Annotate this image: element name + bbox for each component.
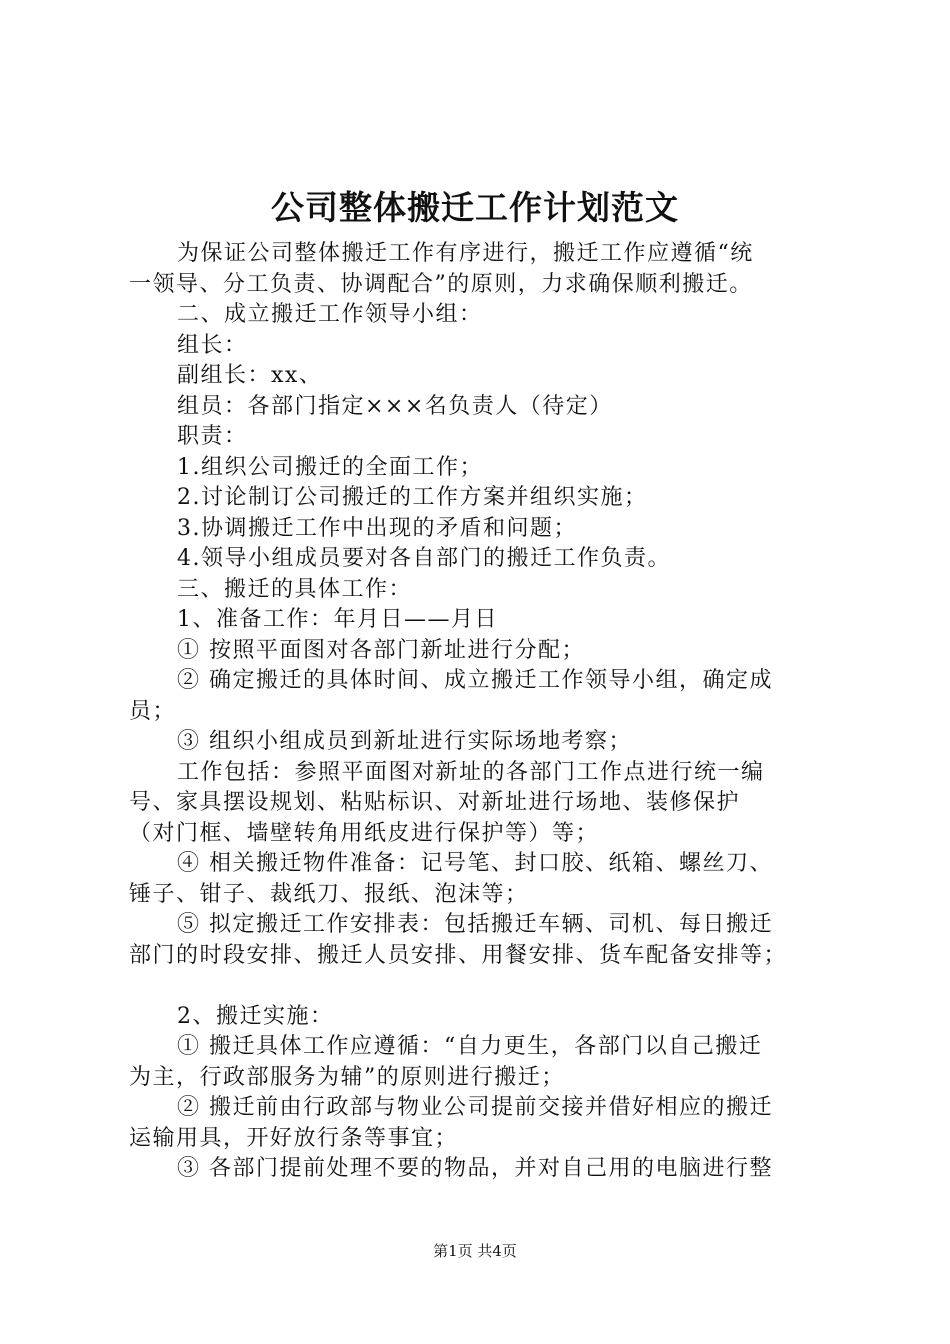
paragraph-line: 工作包括：参照平面图对新址的各部门工作点进行统一编 — [177, 759, 765, 785]
list-item: ① 按照平面图对各部门新址进行分配； — [177, 637, 585, 663]
list-item: ② 确定搬迁的具体时间、成立搬迁工作领导小组，确定成 — [177, 668, 773, 693]
section-heading: 三、搬迁的具体工作： — [177, 576, 413, 602]
list-item: 4.领导小组成员要对各自部门的搬迁工作负责。 — [177, 546, 671, 571]
paragraph-line: 一领导、分工负责、协调配合”的原则，力求确保顺利搬迁。 — [129, 271, 753, 297]
paragraph-line: 职责： — [177, 424, 248, 449]
paragraph-line: 运输用具，开好放行条等事宜； — [129, 1125, 459, 1151]
paragraph-line: （对门框、墙壁转角用纸皮进行保护等）等； — [129, 820, 600, 846]
paragraph-line: 为主，行政部服务为辅”的原则进行搬迁； — [129, 1064, 565, 1090]
paragraph-line: 为保证公司整体搬迁工作有序进行，搬迁工作应遵循“统 — [177, 241, 754, 266]
list-item: 3.协调搬迁工作中出现的矛盾和问题； — [177, 515, 577, 541]
paragraph-line: 部门的时段安排、搬迁人员安排、用餐安排、货车配备安排等； — [129, 942, 788, 968]
page-footer: 第1页 共4页 — [433, 1242, 517, 1260]
list-item: ④ 相关搬迁物件准备：记号笔、封口胶、纸箱、螺丝刀、 — [177, 851, 773, 876]
section-heading: 二、成立搬迁工作领导小组： — [177, 302, 483, 327]
list-item: 2.讨论制订公司搬迁的工作方案并组织实施； — [177, 485, 648, 510]
paragraph-line: 组员：各部门指定×××名负责人（待定） — [177, 393, 613, 419]
paragraph-line: 组长： — [177, 332, 248, 358]
list-item: ⑤ 拟定搬迁工作安排表：包括搬迁车辆、司机、每日搬迁 — [177, 912, 773, 937]
list-item: ① 搬迁具体工作应遵循：“自力更生，各部门以自己搬迁 — [177, 1034, 763, 1059]
paragraph-line: 员； — [129, 698, 177, 724]
paragraph-line: 号、家具摆设规划、粘贴标识、对新址进行场地、装修保护 — [129, 790, 741, 815]
list-item: ③ 各部门提前处理不要的物品，并对自己用的电脑进行整 — [177, 1156, 773, 1181]
document-title: 公司整体搬迁工作计划范文 — [271, 188, 679, 227]
list-item: 1.组织公司搬迁的全面工作； — [177, 454, 483, 480]
list-item: ③ 组织小组成员到新址进行实际场地考察； — [177, 729, 632, 754]
document-body — [129, 239, 835, 1185]
paragraph-line: 锤子、钳子、裁纸刀、报纸、泡沫等； — [129, 881, 529, 907]
list-item: ② 搬迁前由行政部与物业公司提前交接并借好相应的搬迁 — [177, 1095, 773, 1120]
paragraph-line: 1、准备工作：年月日——月日 — [177, 607, 498, 632]
paragraph-line: 副组长：xx、 — [177, 363, 323, 388]
blank-line — [129, 971, 835, 1002]
section-heading: 2、搬迁实施： — [177, 1003, 334, 1029]
